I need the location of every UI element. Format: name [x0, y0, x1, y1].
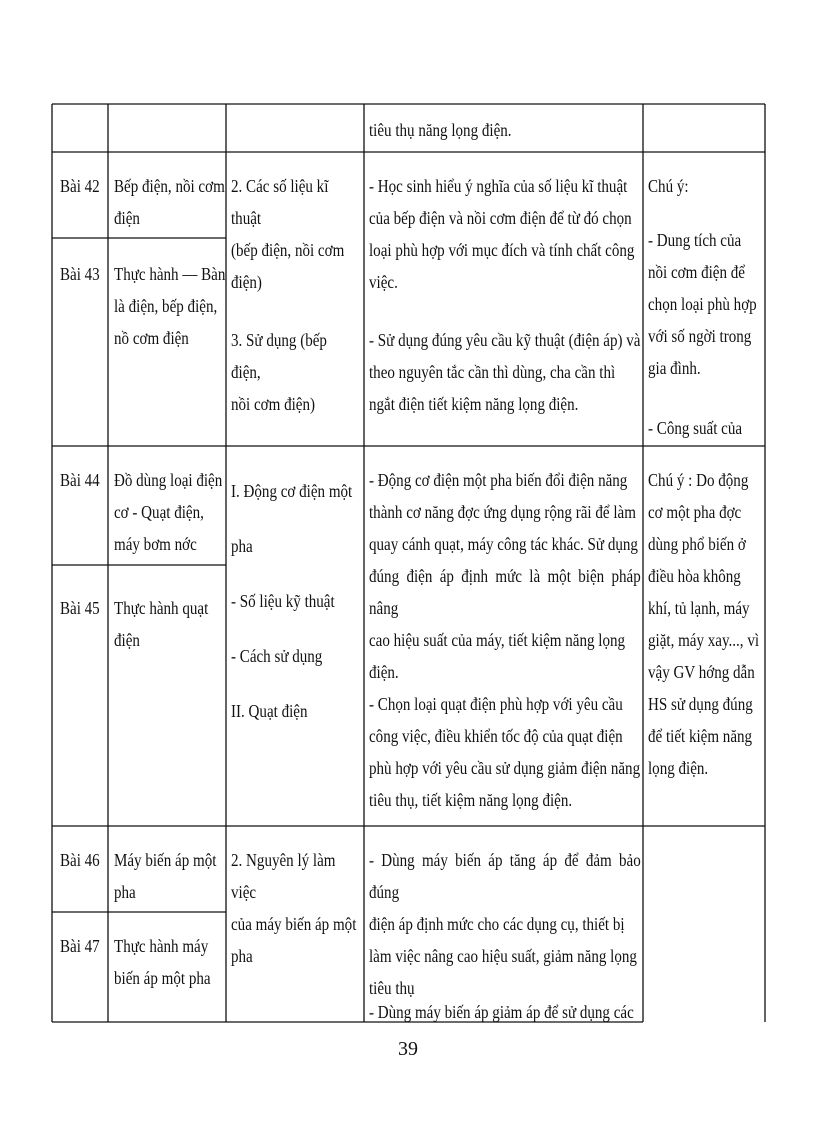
objective-text: - Chọn loại quạt điện phù hợp với yêu cầu công việc, điều khiển tốc độ của quạt điện phù hợp với yêu cầu sử dụng giảm điện năng tiêu thụ, tiết kiệm năng lọng điện. [369, 694, 641, 810]
objective-text: - Sử dụng đúng yêu cầu kỹ thuật (điện áp) và theo nguyên tắc cần thì dùng, cha cần thì ngắt điện tiết kiệm năng lọng điện. [369, 330, 641, 414]
page-number: 39 [398, 1038, 418, 1060]
lesson-title: Thực hành quạt điện [114, 598, 209, 650]
lesson-title: Bếp điện, nồi cơm điện [114, 176, 225, 228]
lesson-code: Bài 47 [60, 936, 100, 956]
lesson-title: Thực hành máy biến áp một pha [114, 936, 211, 988]
objective-text: - Dùng máy biến áp giảm áp để sử dụng các [369, 1002, 634, 1022]
objective-text: - Dùng máy biến áp tăng áp để đảm bảo đúng điện áp định mức cho các dụng cụ, thiết bị làm việc nâng cao hiệu suất, giảm năng lọng tiêu thụ [369, 850, 641, 998]
objective-text: - Động cơ điện một pha biến đổi điện năng thành cơ năng đợc ứng dụng rộng rãi để làm quay cánh quạt, máy công tác khác. Sử dụng đúng điện áp định mức là một biện pháp nâng cao hiệu suất của máy, tiết kiệm năng lọng điện. [369, 470, 641, 682]
content-topic: I. Động cơ điện một pha - Số liệu kỹ thuật - Cách sử dụng II. Quạt điện [231, 481, 353, 721]
lesson-code: Bài 44 [60, 470, 100, 490]
note-text: - Dung tích của nồi cơm điện để chọn loại phù hợp với số ngời trong gia đình. [648, 230, 757, 378]
lesson-title: Thực hành — Bàn là điện, bếp điện, nồ cơm điện [114, 264, 226, 348]
objective-text: - Học sinh hiểu ý nghĩa của số liệu kĩ thuật của bếp điện và nồi cơm điện để từ đó chọn loại phù hợp với mục đích và tính chất công việc. [369, 176, 635, 292]
content-topic: 3. Sử dụng (bếp điện, nồi cơm điện) [231, 330, 327, 414]
lesson-title: Máy biến áp một pha [114, 850, 217, 902]
content-topic: 2. Các số liệu kĩ thuật (bếp điện, nồi cơm điện) [231, 176, 345, 292]
lesson-code: Bài 45 [60, 598, 100, 618]
content-topic: 2. Nguyên lý làm việc của máy biến áp một pha [231, 850, 357, 966]
lesson-code: Bài 46 [60, 850, 100, 870]
lesson-code: Bài 43 [60, 264, 100, 284]
note-heading: Chú ý: [648, 176, 689, 196]
lesson-title: Đồ dùng loại điện cơ - Quạt điện, máy bơm nớc [114, 470, 223, 554]
lesson-code: Bài 42 [60, 176, 100, 196]
note-text: Chú ý : Do động cơ một pha đợc dùng phổ biến ở điều hòa không khí, tủ lạnh, máy giặt, máy xay..., vì vậy GV hớng dẫn HS sử dụng đúng để tiết kiệm năng lọng điện. [648, 470, 760, 778]
note-text: - Công suất của [648, 418, 743, 438]
row0-col4-text: tiêu thụ năng lọng điện. [369, 120, 512, 140]
